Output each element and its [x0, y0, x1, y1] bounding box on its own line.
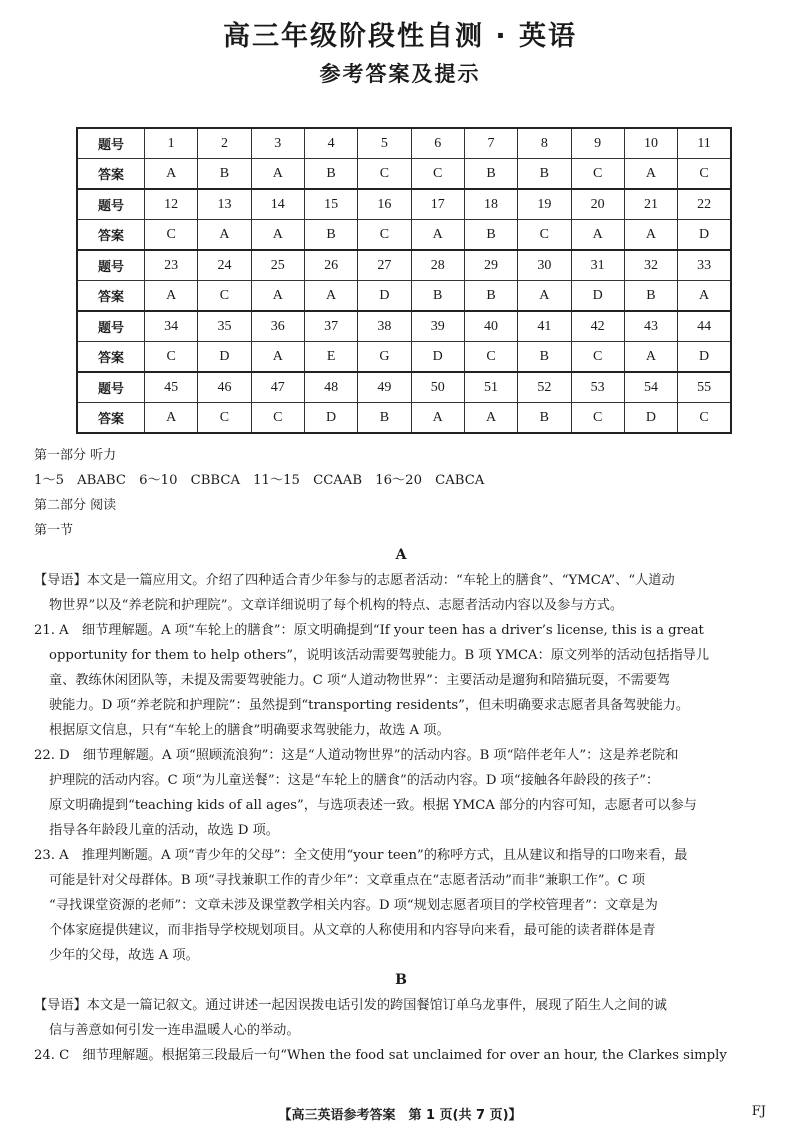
question-number-cell: 40 — [464, 311, 517, 342]
question-number-cell: 34 — [145, 311, 198, 342]
question-number-cell: 9 — [571, 128, 624, 159]
answer-cell: D — [358, 281, 411, 312]
answer-cell: D — [624, 403, 677, 434]
question-number-cell: 28 — [411, 250, 464, 281]
question-number-cell: 10 — [624, 128, 677, 159]
question-number-cell: 41 — [518, 311, 571, 342]
answer-cell: A — [251, 342, 304, 373]
answer-cell: C — [411, 159, 464, 190]
answer-cell: D — [411, 342, 464, 373]
answer-cell: A — [251, 220, 304, 251]
passage-label-b: B — [395, 972, 407, 988]
question-number-cell: 55 — [678, 372, 731, 403]
question-number-cell: 4 — [304, 128, 357, 159]
question-number-cell: 30 — [518, 250, 571, 281]
section-heading-reading: 第二部分 阅读 — [34, 498, 117, 513]
page-footer — [0, 1104, 800, 1126]
answer-row — [77, 403, 731, 434]
explanation-line: 个体家庭提供建议，而非指导学校规划项目。从文章的人称使用和内容导向来看，最可能的读者群体是青 — [49, 923, 656, 938]
page-title: 高三年级阶段性自测 · 英语 — [222, 21, 578, 52]
question-number-cell: 38 — [358, 311, 411, 342]
answer-cell: A — [145, 281, 198, 312]
question-number-cell: 52 — [518, 372, 571, 403]
question-number-cell: 16 — [358, 189, 411, 220]
row-label-question: 题号 — [77, 250, 145, 281]
question-number-cell: 46 — [198, 372, 251, 403]
answer-cell: C — [518, 220, 571, 251]
explanation-line: 物世界”以及“养老院和护理院”。文章详细说明了每个机构的特点、志愿者活动内容以及参与方式。 — [49, 598, 624, 613]
answer-cell: C — [198, 403, 251, 434]
answer-row — [77, 281, 731, 312]
answer-cell: C — [251, 403, 304, 434]
answer-cell: C — [678, 403, 731, 434]
answer-cell: C — [198, 281, 251, 312]
answer-cell: B — [464, 220, 517, 251]
question-number-cell: 51 — [464, 372, 517, 403]
row-label-answer: 答案 — [77, 220, 145, 251]
question-number-cell: 3 — [251, 128, 304, 159]
question-number-row — [77, 311, 731, 342]
question-number-cell: 22 — [678, 189, 731, 220]
row-label-answer: 答案 — [77, 403, 145, 434]
explanation-line: 根据原文信息，只有“车轮上的膳食”明确要求驾驶能力，故选 A 项。 — [49, 723, 450, 738]
answer-cell: A — [624, 220, 677, 251]
passage-label-a: A — [395, 547, 407, 563]
answer-cell: C — [145, 342, 198, 373]
explanation-line: 原文明确提到“teaching kids of all ages”，与选项表述一致。根据 YMCA 部分的内容可知，志愿者可以参与 — [49, 798, 697, 813]
footer-code: FJ — [751, 1104, 766, 1119]
question-number-cell: 48 — [304, 372, 357, 403]
question-number-cell: 33 — [678, 250, 731, 281]
answer-cell: A — [624, 342, 677, 373]
answer-cell: B — [464, 281, 517, 312]
subsection-heading: 第一节 — [34, 523, 74, 538]
answer-cell: C — [358, 159, 411, 190]
question-number-cell: 31 — [571, 250, 624, 281]
answer-cell: C — [571, 159, 624, 190]
question-number-cell: 12 — [145, 189, 198, 220]
answer-cell: D — [678, 220, 731, 251]
answer-cell: A — [678, 281, 731, 312]
passage-b-explanation — [34, 993, 768, 1068]
answer-cell: C — [145, 220, 198, 251]
question-number-row — [77, 250, 731, 281]
question-number-cell: 6 — [411, 128, 464, 159]
question-number-cell: 39 — [411, 311, 464, 342]
answer-table — [76, 127, 732, 434]
footer-page-info: 【高三英语参考答案 第 1 页(共 7 页)】 — [278, 1108, 522, 1123]
question-number-cell: 50 — [411, 372, 464, 403]
explanation-line: 护理院的活动内容。C 项“为儿童送餐”：这是“车轮上的膳食”的活动内容。D 项“接触各年龄段的孩子”： — [49, 773, 660, 788]
page-subtitle: 参考答案及提示 — [319, 62, 481, 86]
answer-cell: B — [518, 342, 571, 373]
answer-cell: A — [145, 159, 198, 190]
answer-cell: D — [678, 342, 731, 373]
question-number-cell: 42 — [571, 311, 624, 342]
explanation-line: 21. A 细节理解题。A 项“车轮上的膳食”：原文明确提到“If your teen has a driver’s license, this is a great — [34, 623, 704, 638]
question-number-cell: 24 — [198, 250, 251, 281]
question-number-cell: 44 — [678, 311, 731, 342]
question-number-cell: 1 — [145, 128, 198, 159]
answer-cell: B — [304, 220, 357, 251]
answer-cell: D — [304, 403, 357, 434]
answer-cell: C — [571, 342, 624, 373]
answer-cell: A — [411, 403, 464, 434]
question-number-cell: 21 — [624, 189, 677, 220]
explanation-line: 驶能力。D 项“养老院和护理院”：虽然提到“transporting residents”，但未明确要求志愿者具备驾驶能力。 — [49, 698, 690, 713]
answer-cell: B — [518, 159, 571, 190]
explanation-line: 信与善意如何引发一连串温暖人心的举动。 — [49, 1023, 300, 1038]
answer-cell: G — [358, 342, 411, 373]
question-number-cell: 36 — [251, 311, 304, 342]
answer-cell: A — [251, 159, 304, 190]
answer-cell: A — [464, 403, 517, 434]
question-number-cell: 54 — [624, 372, 677, 403]
answer-row — [77, 342, 731, 373]
answer-cell: A — [198, 220, 251, 251]
question-number-row — [77, 372, 731, 403]
question-number-cell: 19 — [518, 189, 571, 220]
answer-cell: B — [464, 159, 517, 190]
row-label-question: 题号 — [77, 189, 145, 220]
question-number-cell: 14 — [251, 189, 304, 220]
answer-cell: D — [571, 281, 624, 312]
row-label-question: 题号 — [77, 372, 145, 403]
answer-cell: C — [571, 403, 624, 434]
answer-cell: C — [358, 220, 411, 251]
question-number-cell: 13 — [198, 189, 251, 220]
question-number-cell: 5 — [358, 128, 411, 159]
explanation-line: 【导语】本文是一篇记叙文。通过讲述一起因误拨电话引发的跨国餐馆订单乌龙事件，展现了陌生人之间的诚 — [34, 998, 667, 1013]
question-number-cell: 29 — [464, 250, 517, 281]
question-number-cell: 20 — [571, 189, 624, 220]
explanation-line: 指导各年龄段儿童的活动，故选 D 项。 — [49, 823, 279, 838]
answer-cell: B — [518, 403, 571, 434]
answer-cell: A — [411, 220, 464, 251]
listening-answers: 1～5 ABABC 6～10 CBBCA 11～15 CCAAB 16～20 CABCA — [34, 473, 485, 488]
question-number-cell: 18 — [464, 189, 517, 220]
question-number-cell: 37 — [304, 311, 357, 342]
question-number-cell: 35 — [198, 311, 251, 342]
answer-cell: A — [251, 281, 304, 312]
question-number-cell: 32 — [624, 250, 677, 281]
explanation-line: opportunity for them to help others”，说明该活动需要驾驶能力。B 项 YMCA：原文列举的活动包括指导儿 — [49, 648, 710, 663]
answer-cell: A — [624, 159, 677, 190]
answer-cell: E — [304, 342, 357, 373]
question-number-cell: 17 — [411, 189, 464, 220]
row-label-answer: 答案 — [77, 159, 145, 190]
answer-cell: C — [678, 159, 731, 190]
explanation-line: 23. A 推理判断题。A 项“青少年的父母”：全文使用“your teen”的称呼方式，且从建议和指导的口吻来看，最 — [34, 848, 688, 863]
row-label-answer: 答案 — [77, 342, 145, 373]
question-number-cell: 15 — [304, 189, 357, 220]
answer-cell: C — [464, 342, 517, 373]
question-number-cell: 25 — [251, 250, 304, 281]
row-label-question: 题号 — [77, 128, 145, 159]
question-number-cell: 53 — [571, 372, 624, 403]
answer-cell: A — [145, 403, 198, 434]
passage-a-explanation — [34, 568, 768, 968]
answer-cell: A — [304, 281, 357, 312]
question-number-cell: 27 — [358, 250, 411, 281]
answer-cell: B — [411, 281, 464, 312]
answer-cell: B — [198, 159, 251, 190]
answer-cell: A — [571, 220, 624, 251]
answer-row — [77, 159, 731, 190]
answer-row — [77, 220, 731, 251]
explanation-line: 【导语】本文是一篇应用文。介绍了四种适合青少年参与的志愿者活动：“车轮上的膳食”、“YMCA”、“人道动 — [34, 573, 675, 588]
explanation-line: 可能是针对父母群体。B 项“寻找兼职工作的青少年”：文章重点在“志愿者活动”而非“兼职工作”。C 项 — [49, 873, 646, 888]
question-number-row — [77, 128, 731, 159]
explanation-line: 童、教练休闲团队等，未提及需要驾驶能力。C 项“人道动物世界”：主要活动是遛狗和陪猫玩耍，不需要驾 — [49, 673, 671, 688]
question-number-cell: 23 — [145, 250, 198, 281]
answer-cell: B — [304, 159, 357, 190]
explanation-line: 22. D 细节理解题。A 项“照顾流浪狗”：这是“人道动物世界”的活动内容。B 项“陪伴老年人”：这是养老院和 — [34, 748, 679, 763]
row-label-answer: 答案 — [77, 281, 145, 312]
explanation-line: “寻找课堂资源的老师”：文章未涉及课堂教学相关内容。D 项“规划志愿者项目的学校管理者”：文章是为 — [49, 898, 658, 913]
question-number-cell: 45 — [145, 372, 198, 403]
question-number-row — [77, 189, 731, 220]
question-number-cell: 26 — [304, 250, 357, 281]
answer-cell: D — [198, 342, 251, 373]
section-heading-listening: 第一部分 听力 — [34, 448, 117, 463]
question-number-cell: 49 — [358, 372, 411, 403]
answer-cell: B — [358, 403, 411, 434]
answer-cell: A — [518, 281, 571, 312]
row-label-question: 题号 — [77, 311, 145, 342]
question-number-cell: 43 — [624, 311, 677, 342]
question-number-cell: 2 — [198, 128, 251, 159]
question-number-cell: 8 — [518, 128, 571, 159]
question-number-cell: 47 — [251, 372, 304, 403]
answer-explanations — [34, 443, 768, 1068]
explanation-line: 24. C 细节理解题。根据第三段最后一句“When the food sat unclaimed for over an hour, the Clarkes simply — [34, 1048, 727, 1063]
question-number-cell: 11 — [678, 128, 731, 159]
explanation-line: 少年的父母，故选 A 项。 — [49, 948, 199, 963]
answer-cell: B — [624, 281, 677, 312]
question-number-cell: 7 — [464, 128, 517, 159]
